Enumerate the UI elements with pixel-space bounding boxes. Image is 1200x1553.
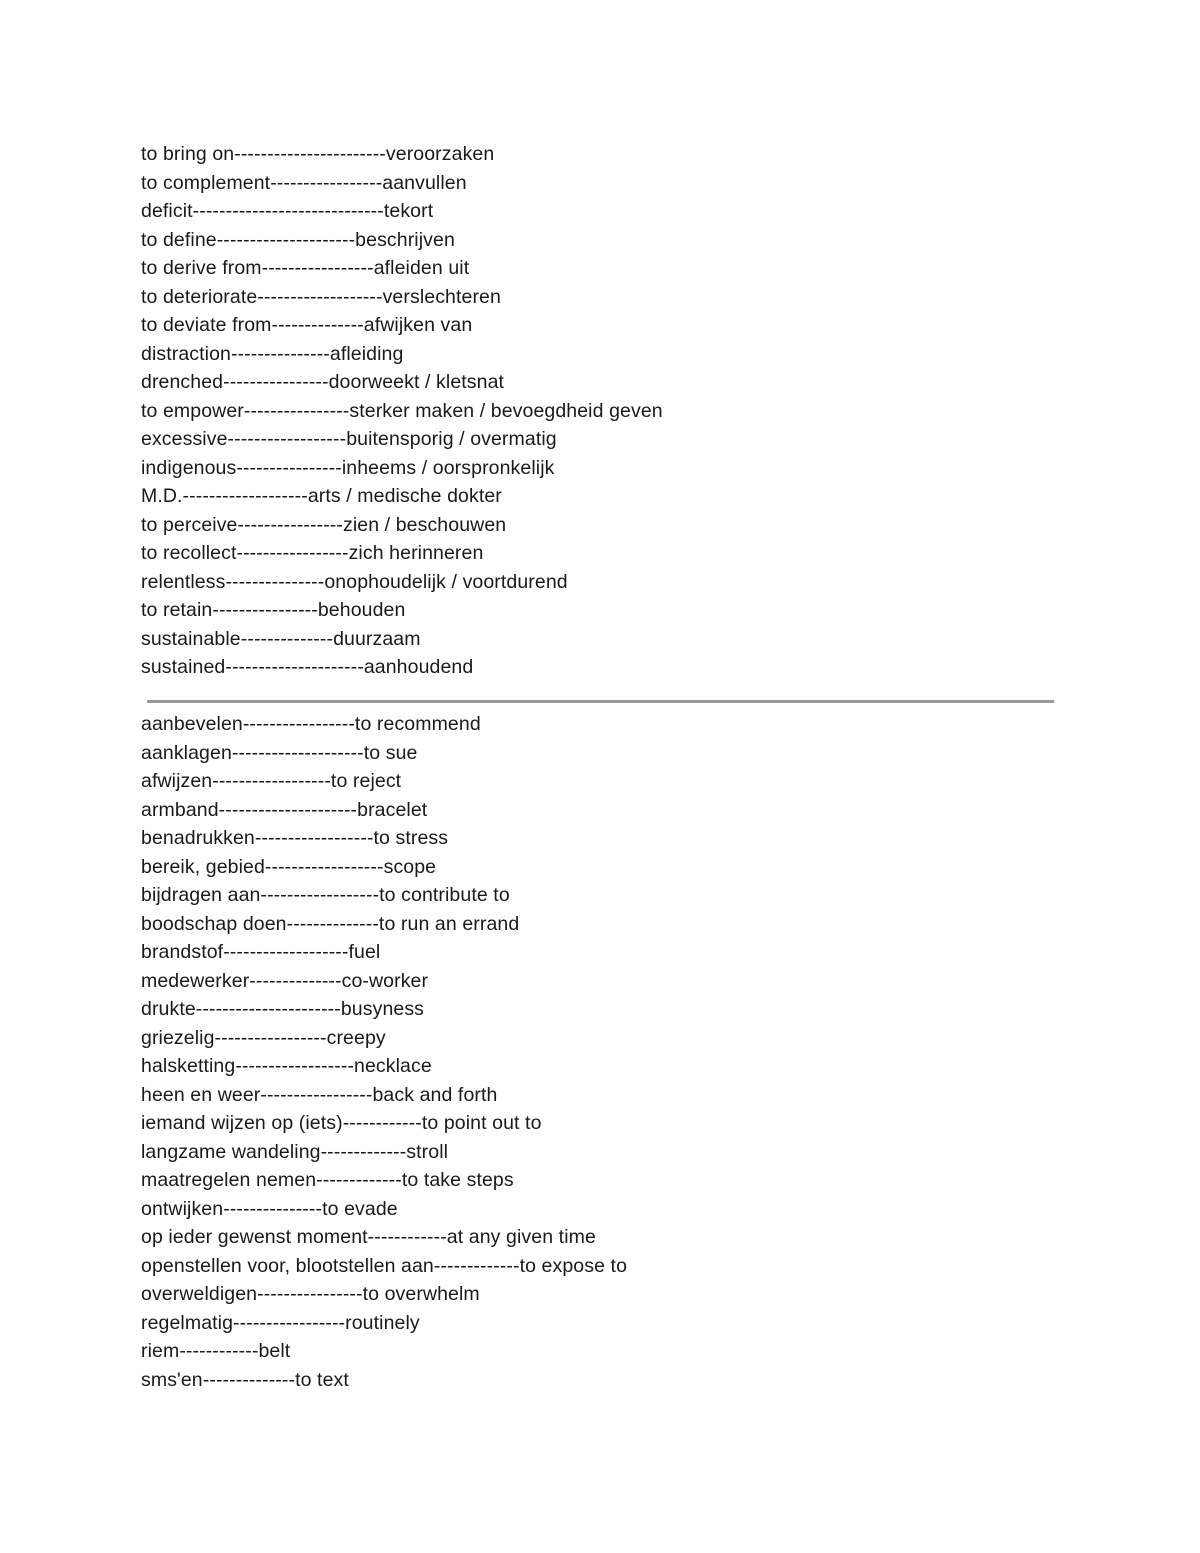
vocabulary-entry: langzame wandeling-------------stroll [141,1140,449,1163]
vocabulary-entry: deficit-----------------------------tekort [141,200,434,222]
vocabulary-entry: regelmatig-----------------routinely [141,1311,420,1334]
vocabulary-entry: benadrukken------------------to stress [141,827,449,849]
vocabulary-entry: drukte----------------------busyness [141,998,425,1020]
vocabulary-entry: bijdragen aan------------------to contribute to [141,884,510,906]
vocabulary-entry: distraction---------------afleiding [141,342,404,365]
vocabulary-entry: to empower----------------sterker maken / bevoegdheid geven [141,399,663,422]
dutch-english-vocabulary-list [141,710,627,1394]
vocabulary-entry: bereik, gebied------------------scope [141,855,437,878]
vocabulary-entry: to deviate from--------------afwijken van [141,314,473,336]
vocabulary-entry: op ieder gewenst moment------------at any given time [141,1226,596,1248]
vocabulary-entry: armband---------------------bracelet [141,798,428,821]
vocabulary-entry: sustainable--------------duurzaam [141,627,421,650]
vocabulary-entry: to deteriorate-------------------verslechteren [141,285,501,308]
section-divider [147,700,1054,703]
vocabulary-entry: halsketting------------------necklace [141,1055,432,1077]
vocabulary-entry: heen en weer-----------------back and forth [141,1083,498,1106]
vocabulary-entry: drenched----------------doorweekt / kletsnat [141,371,505,393]
vocabulary-entry: medewerker--------------co-worker [141,969,429,992]
vocabulary-entry: brandstof-------------------fuel [141,941,381,963]
vocabulary-entry: to retain----------------behouden [141,599,406,621]
vocabulary-entry: openstellen voor, blootstellen aan-------------to expose to [141,1254,628,1277]
vocabulary-entry: griezelig-----------------creepy [141,1026,386,1049]
vocabulary-entry: to bring on-----------------------veroorzaken [141,143,495,165]
vocabulary-entry: to derive from-----------------afleiden uit [141,257,470,279]
vocabulary-entry: excessive------------------buitensporig / overmatig [141,428,557,450]
vocabulary-entry: sms'en--------------to text [141,1368,349,1391]
vocabulary-entry: relentless---------------onophoudelijk / voortdurend [141,570,568,593]
vocabulary-entry: M.D.-------------------arts / medische dokter [141,485,502,507]
vocabulary-entry: riem------------belt [141,1340,291,1362]
vocabulary-entry: to recollect-----------------zich herinneren [141,542,484,564]
vocabulary-entry: sustained---------------------aanhoudend [141,656,474,678]
vocabulary-entry: to complement-----------------aanvullen [141,171,467,194]
vocabulary-entry: afwijzen------------------to reject [141,770,402,792]
vocabulary-entry: to define---------------------beschrijven [141,228,455,251]
english-dutch-vocabulary-list [141,140,663,682]
vocabulary-entry: aanklagen--------------------to sue [141,741,418,764]
vocabulary-entry: to perceive----------------zien / beschouwen [141,513,507,536]
vocabulary-entry: iemand wijzen op (iets)------------to point out to [141,1112,542,1134]
vocabulary-entry: ontwijken---------------to evade [141,1197,398,1220]
vocabulary-entry: maatregelen nemen-------------to take steps [141,1169,514,1191]
vocabulary-entry: aanbevelen-----------------to recommend [141,713,481,735]
vocabulary-entry: indigenous----------------inheems / oorspronkelijk [141,456,555,479]
vocabulary-entry: boodschap doen--------------to run an errand [141,912,520,935]
vocabulary-entry: overweldigen----------------to overwhelm [141,1283,480,1305]
